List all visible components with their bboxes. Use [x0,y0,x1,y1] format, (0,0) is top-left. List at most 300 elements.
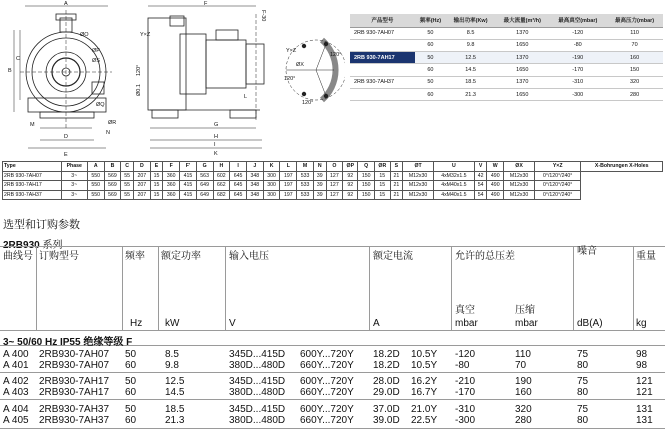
sel-voltage-delta: 345D...415D [229,376,286,387]
sel-order-number: 2RB930-7AH37 [39,404,110,415]
dim-cell: 300 [263,171,280,181]
dim-cell: 300 [263,181,280,191]
sel-compress: 280 [515,415,532,426]
dim-cell: 490 [487,190,504,200]
unit-noise: dB(A) [577,318,603,329]
dim-cell: 15 [150,190,163,200]
perf-cell-freq: 60 [415,39,446,51]
performance-body [350,27,663,101]
performance-header-row [350,14,663,27]
dim-header-cell: D [133,162,150,172]
perf-cell-power: 8.5 [446,27,495,39]
sel-voltage-star: 660Y...720Y [300,387,354,398]
sel-vacuum: -170 [455,387,476,398]
sel-noise: 75 [577,349,589,360]
performance-row [350,88,663,100]
perf-cell-vacuum: -190 [549,52,606,64]
vrule-5 [369,246,370,330]
dim-cell: 682 [213,190,230,200]
perf-cell-vacuum: -300 [549,88,606,100]
perf-cell-power: 14.5 [446,64,495,76]
dim-cell: 21 [390,181,403,191]
sel-current-delta: 37.0D [373,404,400,415]
dim-cell: 197 [280,181,297,191]
dimension-header-row [3,162,663,172]
sel-order-number: 2RB930-7AH07 [39,360,110,371]
dim-cell: 150 [358,181,375,191]
dim-header-cell: V [474,162,487,172]
dim-cell: 92 [343,171,358,181]
sel-noise: 80 [577,360,589,371]
rule-group-2 [0,399,665,400]
dim-header-cell: E [150,162,163,172]
dim-cell: 207 [133,181,150,191]
sel-power: 21.3 [165,415,185,426]
dim-cell: 15 [375,190,390,200]
flange-label-120-left: 120° [284,76,296,82]
sel-curve: A 401 [3,360,29,371]
dim-cell: M12x30 [403,190,434,200]
dim-cell: 550 [87,171,104,181]
dim-header-cell: J [246,162,263,172]
sel-current-star: 16.2Y [411,376,438,387]
dimension-row [3,190,663,200]
vrule-6 [451,246,452,330]
col-vacuum-header: 真空 [455,305,475,316]
perf-cell-freq: 50 [415,52,446,64]
dim-header-cell: M [297,162,314,172]
dim-cell: 550 [87,190,104,200]
sel-voltage-star: 600Y...720Y [300,404,354,415]
dim-cell: 15 [375,171,390,181]
dim-header-cell: B [104,162,121,172]
sel-order-number: 2RB930-7AH37 [39,415,110,426]
dim-cell: 0°/120°/240° [534,181,580,191]
sel-current-delta: 28.0D [373,376,400,387]
perf-cell-power: 12.5 [446,52,495,64]
dim-cell: 0°/120°/240° [534,171,580,181]
sel-power: 8.5 [165,349,179,360]
dim-header-cell: G [196,162,213,172]
col-compress-header: 压缩 [515,305,535,316]
dim-label-o: ØO [80,32,89,38]
dim-cell: 127 [326,181,343,191]
dim-label-s: ØS [92,58,100,64]
sel-voltage-delta: 345D...415D [229,349,286,360]
perf-cell-model [350,39,415,51]
performance-row [350,27,663,39]
dim-cell: 21 [390,171,403,181]
sel-compress: 160 [515,387,532,398]
dim-cell: 4xM32x1.5 [434,171,475,181]
perf-cell-power: 9.8 [446,39,495,51]
side-view-drawing [14,6,112,148]
sel-weight: 131 [636,404,653,415]
vrule-2 [122,246,123,330]
dim-cell: 300 [263,190,280,200]
dim-cell: 649 [196,181,213,191]
dim-label-f: F [204,1,208,7]
dim-header-cell: S [390,162,403,172]
sel-order-number: 2RB930-7AH17 [39,387,110,398]
dim-label-r: ØR [108,120,117,126]
dim-cell: 207 [133,171,150,181]
sel-noise: 75 [577,404,589,415]
vrule-8 [633,246,634,330]
dim-header-cell: U [434,162,475,172]
dim-label-e: E [64,152,68,158]
perf-cell-model: 2RB 930-7AH07 [350,27,415,39]
sel-noise: 80 [577,387,589,398]
col-weight-header: 重量 [636,251,656,262]
perf-cell-flow: 1370 [495,76,549,88]
dim-label-f30: F-30 [260,10,266,22]
perf-cell-power: 21.3 [446,88,495,100]
dim-header-cell: N [313,162,326,172]
dim-header-cell: F' [180,162,197,172]
dim-header-cell: Type [3,162,62,172]
sel-frequency: 50 [125,404,137,415]
dim-label-angle: 120° [136,64,142,76]
dim-cell: 2RB 930-7AH37 [3,190,62,200]
dim-cell: 550 [87,181,104,191]
sel-curve: A 400 [3,349,29,360]
dim-cell: 2RB 930-7AH17 [3,181,62,191]
sel-voltage-star: 600Y...720Y [300,349,354,360]
dim-cell: 602 [213,171,230,181]
dim-cell: 533 [297,171,314,181]
col-power-header: 额定功率 [161,251,201,262]
perf-cell-pressure: 70 [606,39,663,51]
sel-current-star: 22.5Y [411,415,438,426]
perf-cell-flow: 1650 [495,39,549,51]
perf-cell-pressure: 280 [606,88,663,100]
sel-frequency: 50 [125,349,137,360]
perf-header-power: 输出功率(Kw) [446,14,495,27]
vrule-4 [225,246,226,330]
dim-header-cell: L [280,162,297,172]
dim-cell: 15 [150,181,163,191]
unit-freq: Hz [130,318,143,329]
performance-row [350,76,663,88]
dim-cell: 21 [390,190,403,200]
dim-header-cell: O [326,162,343,172]
unit-current: A [373,318,380,329]
perf-header-freq: 频率(Hz) [415,14,446,27]
perf-cell-vacuum: -120 [549,27,606,39]
dim-label-d: D [64,134,68,140]
selection-title: 选型和订购参数 [3,219,80,231]
dim-cell: 4xM40x1.5 [434,190,475,200]
sel-curve: A 404 [3,404,29,415]
selection-table [0,244,665,434]
dim-header-cell: C [121,162,134,172]
sel-weight: 121 [636,376,653,387]
dim-cell: 55 [121,171,134,181]
dim-header-cell: ØP [343,162,358,172]
dim-cell: 15 [150,171,163,181]
dim-cell: 3~ [61,171,87,181]
dim-label-n: N [106,130,110,136]
performance-table [350,14,663,101]
sel-power: 18.5 [165,404,185,415]
dim-cell: 4xM40x1.5 [434,181,475,191]
sel-curve: A 403 [3,387,29,398]
perf-cell-freq: 50 [415,76,446,88]
dimension-row [3,181,663,191]
sel-frequency: 60 [125,387,137,398]
unit-vacuum: mbar [455,318,478,329]
dim-cell: 197 [280,171,297,181]
front-view-drawing [148,6,264,148]
dim-cell: 662 [213,181,230,191]
flange-label-120-top: 120° [330,52,342,58]
dim-cell: 415 [180,171,197,181]
dim-label-dia: Ø0.1 [136,84,142,96]
vrule-7 [573,246,574,330]
dim-label-h: H [214,134,218,140]
dim-cell: 2RB 930-7AH07 [3,171,62,181]
performance-row [350,52,663,64]
dimension-table [2,161,663,200]
col-current-header: 额定电流 [373,251,413,262]
dim-cell: 55 [121,181,134,191]
dim-cell: 490 [487,171,504,181]
dim-cell: 39 [313,181,326,191]
perf-header-pressure: 最高压力(mbar) [606,14,663,27]
dim-cell: 92 [343,190,358,200]
perf-cell-flow: 1650 [495,88,549,100]
dim-cell: 0°/120°/240° [534,190,580,200]
sel-curve: A 405 [3,415,29,426]
sel-compress: 110 [515,349,531,360]
perf-cell-flow: 1370 [495,52,549,64]
perf-cell-power: 18.5 [446,76,495,88]
perf-cell-flow: 1370 [495,27,549,39]
dim-header-cell: A [87,162,104,172]
dim-cell: 54 [474,181,487,191]
dim-header-cell: I [230,162,247,172]
perf-cell-freq: 50 [415,27,446,39]
dim-cell: 569 [104,181,121,191]
dim-cell: 127 [326,171,343,181]
perf-header-model: 产品型号 [350,14,415,27]
dim-cell: M12x30 [504,171,535,181]
perf-cell-vacuum: -80 [549,39,606,51]
sel-power: 9.8 [165,360,179,371]
dim-cell: 415 [180,190,197,200]
dim-cell: 3~ [61,181,87,191]
sel-vacuum: -120 [455,349,476,360]
dim-cell: 3~ [61,190,87,200]
dim-cell: 415 [180,181,197,191]
perf-cell-model [350,64,415,76]
col-noise-header: 噪音 [577,246,597,257]
perf-cell-pressure: 320 [606,76,663,88]
dim-cell: 55 [121,190,134,200]
dim-cell: 563 [196,171,213,181]
sel-voltage-delta: 380D...480D [229,360,286,371]
rule-group-1 [0,372,665,373]
dim-header-cell: K [263,162,280,172]
sel-voltage-star: 660Y...720Y [300,415,354,426]
dim-cell: 360 [163,190,180,200]
perf-cell-pressure: 110 [606,27,663,39]
dim-label-m: M [30,122,35,128]
sel-compress: 190 [515,376,532,387]
unit-voltage: V [229,318,236,329]
dim-cell: 42 [474,171,487,181]
sel-current-star: 21.0Y [411,404,438,415]
perf-cell-pressure: 160 [606,52,663,64]
col-freq-header: 频率 [125,251,145,262]
dim-label-c: C [16,56,20,62]
dimension-row [3,171,663,181]
dim-cell: 207 [133,190,150,200]
dim-label-l: L [244,94,248,100]
col-order-header: 订购型号 [39,251,79,262]
sel-power: 14.5 [165,387,185,398]
sel-order-number: 2RB930-7AH17 [39,376,110,387]
dim-header-cell: ØT [403,162,434,172]
sel-weight: 131 [636,415,653,426]
dim-cell: 360 [163,171,180,181]
dim-cell: M12x30 [504,181,535,191]
dim-label-g: G [214,122,219,128]
performance-row [350,64,663,76]
dim-header-cell: ØX [504,162,535,172]
perf-cell-flow: 1650 [495,64,549,76]
sel-frequency: 50 [125,376,137,387]
dim-cell: 649 [196,190,213,200]
perf-cell-model: 2RB 930-7AH37 [350,76,415,88]
sel-voltage-star: 600Y...720Y [300,376,354,387]
dim-header-cell: F [163,162,180,172]
sel-current-star: 10.5Y [411,349,438,360]
dim-cell: 39 [313,171,326,181]
dimension-body [3,171,663,200]
flange-label-x: ØX [296,62,304,68]
dim-header-cell: X-Bohrungen X-Holes [581,162,663,172]
perf-cell-pressure: 150 [606,64,663,76]
perf-header-vacuum: 最高真空(mbar) [549,14,606,27]
dim-label-q: ØQ [96,102,105,108]
dim-cell: 569 [104,171,121,181]
dim-label-i: I [214,142,216,148]
vrule-1 [36,246,37,330]
dim-cell: M12x30 [403,171,434,181]
dim-header-cell: Q [358,162,375,172]
sel-vacuum: -210 [455,376,476,387]
dim-label-yz: Y×Z [140,32,151,38]
dim-cell: 150 [358,171,375,181]
unit-power: kW [165,318,180,329]
col-curve-header: 曲线号 [3,251,33,262]
dim-label-b: B [8,68,12,74]
dim-cell: 348 [246,181,263,191]
dim-cell: 569 [104,190,121,200]
perf-cell-vacuum: -310 [549,76,606,88]
sel-current-star: 10.5Y [411,360,438,371]
dim-cell: 15 [375,181,390,191]
sel-voltage-delta: 380D...480D [229,387,286,398]
dim-label-k: K [214,151,218,157]
perf-cell-freq: 60 [415,88,446,100]
dim-cell: 645 [230,171,247,181]
dimension-drawings [0,0,345,158]
dim-cell: 645 [230,190,247,200]
dim-cell: 490 [487,181,504,191]
dim-cell: 54 [474,190,487,200]
sel-current-star: 16.7Y [411,387,438,398]
sel-current-delta: 29.0D [373,387,400,398]
dim-cell: 645 [230,181,247,191]
dim-cell: M12x30 [504,190,535,200]
sel-weight: 98 [636,349,648,360]
dim-cell: 533 [297,190,314,200]
sel-power: 12.5 [165,376,185,387]
flange-label-120-bottom: 120° [302,100,314,106]
sel-vacuum: -80 [455,360,470,371]
dim-cell: 348 [246,190,263,200]
dim-cell: 348 [246,171,263,181]
dim-cell: 150 [358,190,375,200]
dim-cell: 197 [280,190,297,200]
dim-cell: 360 [163,181,180,191]
rule-units [0,330,665,331]
sel-compress: 320 [515,404,532,415]
col-voltage-header: 输入电压 [229,251,269,262]
dim-cell: M12x30 [403,181,434,191]
sel-voltage-delta: 345D...415D [229,404,286,415]
sel-current-delta: 18.2D [373,349,400,360]
electrical-note: 3~ 50/60 Hz IP55 绝缘等级 F [3,337,133,348]
dim-header-cell: W [487,162,504,172]
vrule-3 [158,246,159,330]
dim-header-cell: H [213,162,230,172]
rule-top [0,246,665,247]
sel-voltage-star: 660Y...720Y [300,360,354,371]
sel-compress: 70 [515,360,527,371]
unit-weight: kg [636,318,647,329]
dim-cell: 127 [326,190,343,200]
perf-header-flow: 最大流量(m³/h) [495,14,549,27]
sel-weight: 121 [636,387,653,398]
rule-bottom [0,428,665,429]
dim-cell: 39 [313,190,326,200]
dim-label-a: A [64,1,68,7]
sel-voltage-delta: 380D...480D [229,415,286,426]
sel-frequency: 60 [125,415,137,426]
sel-noise: 80 [577,415,589,426]
flange-label-yz: Y×Z [286,48,297,54]
performance-row [350,39,663,51]
dim-cell: 92 [343,181,358,191]
perf-cell-model [350,88,415,100]
sel-curve: A 402 [3,376,29,387]
unit-compress: mbar [515,318,538,329]
perf-cell-vacuum: -170 [549,64,606,76]
perf-cell-model: 2RB 930-7AH17 [350,52,415,64]
perf-cell-freq: 60 [415,64,446,76]
sel-noise: 75 [577,376,589,387]
dim-cell: 533 [297,181,314,191]
sel-order-number: 2RB930-7AH07 [39,349,110,360]
sel-vacuum: -300 [455,415,476,426]
dim-label-p: ØP [92,48,100,54]
sel-weight: 98 [636,360,648,371]
dim-header-cell: ØR [375,162,390,172]
